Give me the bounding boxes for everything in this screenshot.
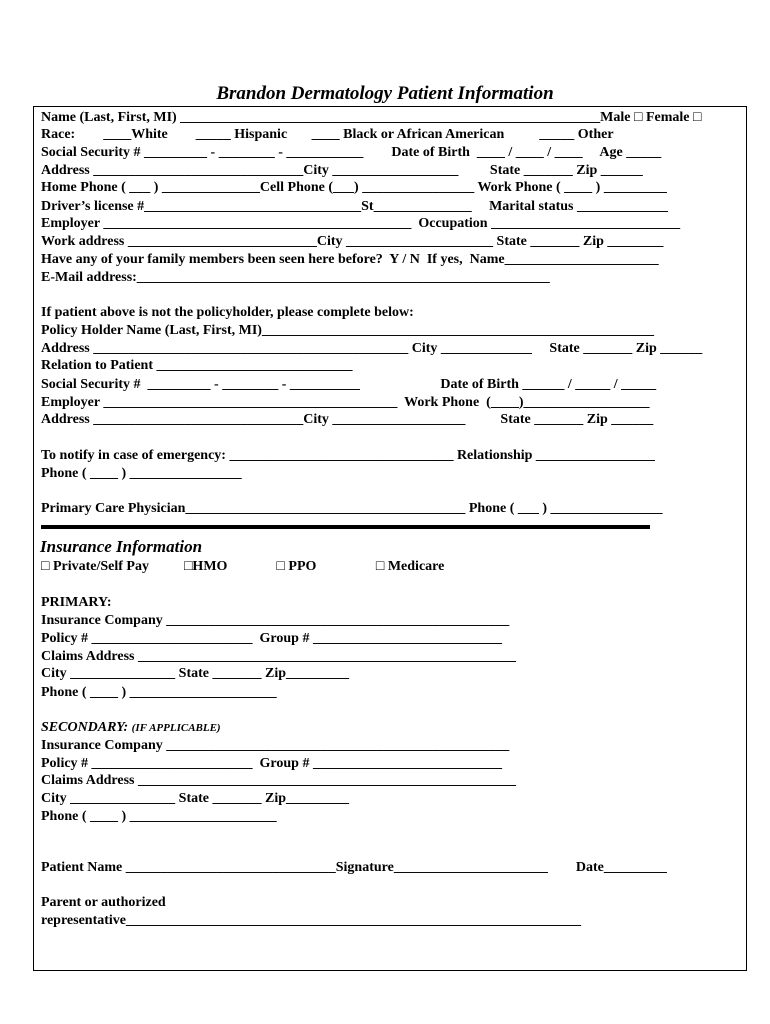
policyholder-ssn-dob-line[interactable]: Social Security # _________ - ________ - __________ Date of Birth ______ / _____ / _____ bbox=[41, 377, 657, 392]
primary-phone-line[interactable]: Phone ( ____ ) _____________________ bbox=[41, 685, 277, 700]
physician-line[interactable]: Primary Care Physician________________________________________ Phone ( ___ ) ________________ bbox=[41, 501, 663, 516]
insurance-type-options[interactable]: □ Private/Self Pay □HMO □ PPO □ Medicare bbox=[41, 559, 445, 574]
secondary-note: (IF APPLICABLE) bbox=[131, 722, 221, 734]
insurance-heading: Insurance Information bbox=[40, 537, 203, 556]
policyholder-name-line[interactable]: Policy Holder Name (Last, First, MI)________________________________________________________ bbox=[41, 323, 654, 338]
policyholder-employer-address-line[interactable]: Address ______________________________City ___________________ State _______ Zip ______ bbox=[41, 412, 654, 427]
emergency-phone-line[interactable]: Phone ( ____ ) ________________ bbox=[41, 466, 242, 481]
secondary-label: SECONDARY: bbox=[41, 720, 129, 735]
race-line[interactable]: Race: ____White _____ Hispanic ____ Black or African American _____ Other bbox=[41, 127, 614, 142]
secondary-company-line[interactable]: Insurance Company _________________________________________________ bbox=[41, 738, 510, 753]
family-seen-line[interactable]: Have any of your family members been seen here before? Y / N If yes, Name______________________ bbox=[41, 252, 659, 267]
phones-line[interactable]: Home Phone ( ___ ) ______________Cell Phone (___) ________________ Work Phone ( ____ ) _________ bbox=[41, 180, 667, 195]
signature-line[interactable]: Patient Name ______________________________Signature______________________ Date_________ bbox=[41, 860, 667, 875]
email-line[interactable]: E-Mail address:___________________________________________________________ bbox=[41, 270, 550, 285]
work-address-line[interactable]: Work address ___________________________City _____________________ State _______ Zip ________ bbox=[41, 234, 664, 249]
address-line[interactable]: Address ______________________________City __________________ State _______ Zip ______ bbox=[41, 163, 643, 178]
representative-label: Parent or authorized bbox=[41, 895, 166, 910]
representative-line[interactable]: representative_________________________________________________________________ bbox=[41, 913, 582, 928]
policyholder-instruction: If patient above is not the policyholder, please complete below: bbox=[41, 305, 414, 320]
policyholder-address-line[interactable]: Address _____________________________________________ City _____________ State _______ Zip ______ bbox=[41, 341, 703, 356]
secondary-phone-line[interactable]: Phone ( ____ ) _____________________ bbox=[41, 809, 277, 824]
section-divider bbox=[41, 525, 650, 529]
primary-company-line[interactable]: Insurance Company _________________________________________________ bbox=[41, 613, 510, 628]
primary-claims-address-line[interactable]: Claims Address ______________________________________________________ bbox=[41, 649, 516, 664]
secondary-claims-address-line[interactable]: Claims Address ______________________________________________________ bbox=[41, 773, 516, 788]
license-marital-line[interactable]: Driver’s license #_______________________________St______________ Marital status _____________ bbox=[41, 199, 668, 214]
relation-line[interactable]: Relation to Patient ____________________________ bbox=[41, 358, 353, 373]
primary-city-state-zip-line[interactable]: City _______________ State _______ Zip_________ bbox=[41, 666, 349, 681]
secondary-city-state-zip-line[interactable]: City _______________ State _______ Zip_________ bbox=[41, 791, 349, 806]
policyholder-employer-line[interactable]: Employer __________________________________________ Work Phone (____)__________________ bbox=[41, 395, 650, 410]
emergency-contact-line[interactable]: To notify in case of emergency: ________________________________ Relationship _________________ bbox=[41, 448, 655, 463]
ssn-dob-age-line[interactable]: Social Security # _________ - ________ - ___________ Date of Birth ____ / ____ / ____ Age _____ bbox=[41, 145, 662, 160]
secondary-policy-group-line[interactable]: Policy # _______________________ Group # ___________________________ bbox=[41, 756, 502, 771]
secondary-label-row bbox=[41, 720, 221, 736]
primary-policy-group-line[interactable]: Policy # _______________________ Group # ___________________________ bbox=[41, 631, 502, 646]
name-gender-line[interactable]: Name (Last, First, MI) ____________________________________________________________Male □ Female □ bbox=[41, 110, 702, 125]
primary-label: PRIMARY: bbox=[41, 595, 112, 610]
page-title: Brandon Dermatology Patient Information bbox=[216, 83, 554, 104]
employer-occupation-line[interactable]: Employer ____________________________________________ Occupation ___________________________ bbox=[41, 216, 681, 231]
